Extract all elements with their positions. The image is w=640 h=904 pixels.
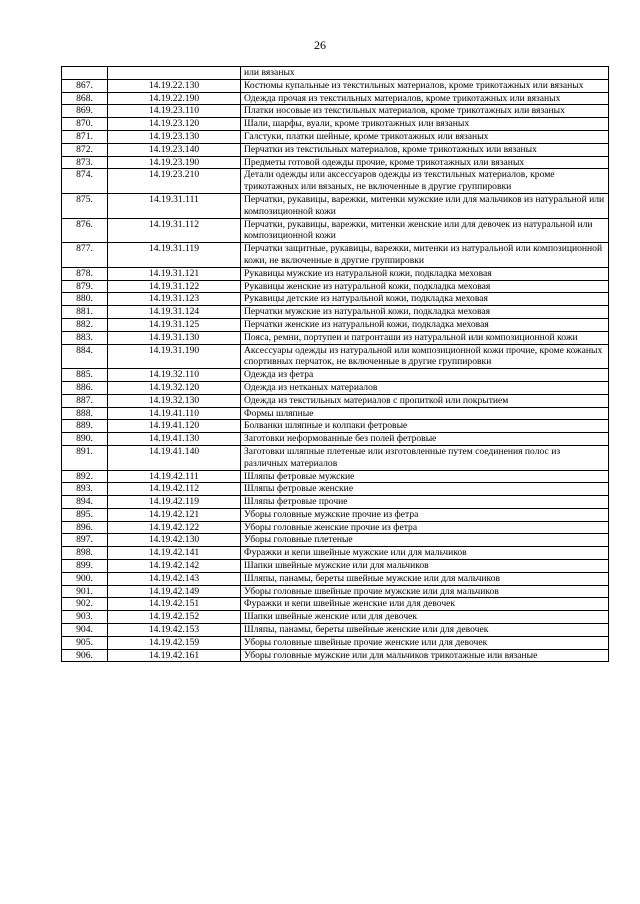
product-code: 14.19.32.120 — [108, 381, 241, 394]
product-description: Шляпы, панамы, береты швейные мужские или для мальчиков — [241, 572, 609, 585]
table-row — [62, 547, 609, 560]
row-number: 880. — [62, 293, 108, 306]
product-description: Перчатки, рукавицы, варежки, митенки мужские или для мальчиков из натуральной или композиционной кожи — [241, 193, 609, 218]
product-description: Уборы головные швейные прочие мужские или для мальчиков — [241, 585, 609, 598]
product-code: 14.19.42.111 — [108, 470, 241, 483]
product-code: 14.19.31.111 — [108, 193, 241, 218]
product-code: 14.19.31.124 — [108, 306, 241, 319]
row-number: 888. — [62, 407, 108, 420]
table-row — [62, 293, 609, 306]
row-number: 874. — [62, 169, 108, 194]
product-code: 14.19.23.110 — [108, 105, 241, 118]
product-code: 14.19.42.112 — [108, 483, 241, 496]
table-row — [62, 243, 609, 268]
row-number: 900. — [62, 572, 108, 585]
row-number: 899. — [62, 560, 108, 573]
row-number: 894. — [62, 496, 108, 509]
product-code: 14.19.42.130 — [108, 534, 241, 547]
table-row — [62, 508, 609, 521]
product-description: Заготовки неформованные без полей фетровые — [241, 433, 609, 446]
row-number: 906. — [62, 649, 108, 662]
row-number: 896. — [62, 521, 108, 534]
product-code: 14.19.23.130 — [108, 130, 241, 143]
product-description: Заготовки шляпные плетеные или изготовленные путем соединения полос из различных материалов — [241, 445, 609, 470]
row-number: 883. — [62, 331, 108, 344]
table-row — [62, 394, 609, 407]
product-description: Уборы головные швейные прочие женские или для девочек — [241, 636, 609, 649]
product-code-table-body — [62, 67, 609, 662]
product-description: Одежда из нетканых материалов — [241, 381, 609, 394]
table-row — [62, 381, 609, 394]
row-number: 867. — [62, 79, 108, 92]
row-number: 868. — [62, 92, 108, 105]
table-row — [62, 67, 609, 80]
row-number: 901. — [62, 585, 108, 598]
table-row — [62, 534, 609, 547]
product-code: 14.19.42.159 — [108, 636, 241, 649]
row-number: 898. — [62, 547, 108, 560]
product-code: 14.19.41.110 — [108, 407, 241, 420]
product-description: Одежда из текстильных материалов с пропиткой или покрытием — [241, 394, 609, 407]
product-code: 14.19.23.210 — [108, 169, 241, 194]
row-number: 882. — [62, 318, 108, 331]
product-description: Костюмы купальные из текстильных материалов, кроме трикотажных или вязаных — [241, 79, 609, 92]
table-row — [62, 169, 609, 194]
product-code: 14.19.23.190 — [108, 156, 241, 169]
row-number: 905. — [62, 636, 108, 649]
product-code: 14.19.41.130 — [108, 433, 241, 446]
product-code: 14.19.42.141 — [108, 547, 241, 560]
product-code: 14.19.22.130 — [108, 79, 241, 92]
row-number: 891. — [62, 445, 108, 470]
row-number: 875. — [62, 193, 108, 218]
table-row — [62, 521, 609, 534]
row-number: 870. — [62, 118, 108, 131]
product-description: Болванки шляпные и колпаки фетровые — [241, 420, 609, 433]
product-description: Предметы готовой одежды прочие, кроме трикотажных или вязаных — [241, 156, 609, 169]
product-description: Шапки швейные мужские или для мальчиков — [241, 560, 609, 573]
table-row — [62, 624, 609, 637]
table-row — [62, 331, 609, 344]
row-number: 902. — [62, 598, 108, 611]
table-row — [62, 130, 609, 143]
product-description: Перчатки из текстильных материалов, кроме трикотажных или вязаных — [241, 143, 609, 156]
product-code: 14.19.42.143 — [108, 572, 241, 585]
row-number: 886. — [62, 381, 108, 394]
product-code — [108, 67, 241, 80]
product-code: 14.19.42.119 — [108, 496, 241, 509]
product-description: Фуражки и кепи швейные женские или для девочек — [241, 598, 609, 611]
product-code: 14.19.31.121 — [108, 267, 241, 280]
product-code: 14.19.32.110 — [108, 369, 241, 382]
row-number — [62, 67, 108, 80]
row-number: 869. — [62, 105, 108, 118]
product-description: Детали одежды или аксессуаров одежды из текстильных материалов, кроме трикотажных или вязаных, не включенные в другие группировки — [241, 169, 609, 194]
product-description: Рукавицы мужские из натуральной кожи, подкладка меховая — [241, 267, 609, 280]
row-number: 897. — [62, 534, 108, 547]
product-description: Уборы головные плетеные — [241, 534, 609, 547]
row-number: 895. — [62, 508, 108, 521]
row-number: 871. — [62, 130, 108, 143]
row-number: 884. — [62, 344, 108, 369]
row-number: 877. — [62, 243, 108, 268]
table-row — [62, 118, 609, 131]
product-description: Шляпы фетровые женские — [241, 483, 609, 496]
product-description: Рукавицы женские из натуральной кожи, подкладка меховая — [241, 280, 609, 293]
table-row — [62, 92, 609, 105]
row-number: 887. — [62, 394, 108, 407]
product-code: 14.19.31.125 — [108, 318, 241, 331]
row-number: 892. — [62, 470, 108, 483]
product-code: 14.19.31.122 — [108, 280, 241, 293]
product-code: 14.19.31.119 — [108, 243, 241, 268]
table-row — [62, 483, 609, 496]
table-row — [62, 611, 609, 624]
product-code: 14.19.31.130 — [108, 331, 241, 344]
product-code-table — [61, 66, 609, 662]
table-row — [62, 407, 609, 420]
product-description: Платки носовые из текстильных материалов, кроме трикотажных или вязаных — [241, 105, 609, 118]
table-row — [62, 218, 609, 243]
product-description: Фуражки и кепи швейные мужские или для мальчиков — [241, 547, 609, 560]
product-code: 14.19.42.152 — [108, 611, 241, 624]
product-code: 14.19.42.149 — [108, 585, 241, 598]
table-row — [62, 79, 609, 92]
product-description: Шапки швейные женские или для девочек — [241, 611, 609, 624]
product-code: 14.19.41.140 — [108, 445, 241, 470]
row-number: 885. — [62, 369, 108, 382]
product-code: 14.19.31.190 — [108, 344, 241, 369]
row-number: 876. — [62, 218, 108, 243]
row-number: 903. — [62, 611, 108, 624]
table-row — [62, 585, 609, 598]
row-number: 879. — [62, 280, 108, 293]
row-number: 878. — [62, 267, 108, 280]
product-description: или вязаных — [241, 67, 609, 80]
page-number: 26 — [314, 38, 326, 52]
product-description: Шляпы фетровые мужские — [241, 470, 609, 483]
table-row — [62, 560, 609, 573]
product-code: 14.19.42.161 — [108, 649, 241, 662]
product-description: Шляпы, панамы, береты швейные женские или для девочек — [241, 624, 609, 637]
table-row — [62, 636, 609, 649]
table-row — [62, 598, 609, 611]
table-row — [62, 318, 609, 331]
product-description: Уборы головные мужские прочие из фетра — [241, 508, 609, 521]
product-description: Формы шляпные — [241, 407, 609, 420]
table-row — [62, 156, 609, 169]
product-code: 14.19.42.122 — [108, 521, 241, 534]
product-code: 14.19.23.120 — [108, 118, 241, 131]
row-number: 881. — [62, 306, 108, 319]
product-description: Одежда прочая из текстильных материалов, кроме трикотажных или вязаных — [241, 92, 609, 105]
table-row — [62, 572, 609, 585]
product-code: 14.19.32.130 — [108, 394, 241, 407]
product-code: 14.19.22.190 — [108, 92, 241, 105]
product-description: Перчатки, рукавицы, варежки, митенки женские или для девочек из натуральной или композиционной кожи — [241, 218, 609, 243]
table-row — [62, 369, 609, 382]
row-number: 872. — [62, 143, 108, 156]
table-row — [62, 470, 609, 483]
table-row — [62, 280, 609, 293]
product-code: 14.19.31.123 — [108, 293, 241, 306]
table-row — [62, 649, 609, 662]
product-code: 14.19.42.153 — [108, 624, 241, 637]
product-code: 14.19.42.151 — [108, 598, 241, 611]
product-description: Шляпы фетровые прочие — [241, 496, 609, 509]
product-description: Перчатки мужские из натуральной кожи, подкладка меховая — [241, 306, 609, 319]
table-row — [62, 267, 609, 280]
product-description: Аксессуары одежды из натуральной или композиционной кожи прочие, кроме кожаных спортивных перчаток, не включенные в другие группировки — [241, 344, 609, 369]
table-row — [62, 420, 609, 433]
table-row — [62, 306, 609, 319]
product-code: 14.19.41.120 — [108, 420, 241, 433]
product-description: Одежда из фетра — [241, 369, 609, 382]
product-description: Пояса, ремни, портупеи и патронташи из натуральной или композиционной кожи — [241, 331, 609, 344]
table-row — [62, 143, 609, 156]
table-row — [62, 193, 609, 218]
table-row — [62, 105, 609, 118]
product-code: 14.19.42.121 — [108, 508, 241, 521]
product-description: Шали, шарфы, вуали, кроме трикотажных или вязаных — [241, 118, 609, 131]
product-description: Уборы головные мужские или для мальчиков трикотажные или вязаные — [241, 649, 609, 662]
table-row — [62, 496, 609, 509]
row-number: 873. — [62, 156, 108, 169]
product-code: 14.19.31.112 — [108, 218, 241, 243]
table-row — [62, 433, 609, 446]
row-number: 893. — [62, 483, 108, 496]
product-description: Галстуки, платки шейные, кроме трикотажных или вязаных — [241, 130, 609, 143]
product-description: Уборы головные женские прочие из фетра — [241, 521, 609, 534]
product-description: Перчатки женские из натуральной кожи, подкладка меховая — [241, 318, 609, 331]
table-row — [62, 445, 609, 470]
product-description: Рукавицы детские из натуральной кожи, подкладка меховая — [241, 293, 609, 306]
product-description: Перчатки защитные, рукавицы, варежки, митенки из натуральной или композиционной кожи, не включенные в другие группировки — [241, 243, 609, 268]
row-number: 889. — [62, 420, 108, 433]
product-code: 14.19.42.142 — [108, 560, 241, 573]
product-code: 14.19.23.140 — [108, 143, 241, 156]
row-number: 904. — [62, 624, 108, 637]
row-number: 890. — [62, 433, 108, 446]
table-row — [62, 344, 609, 369]
